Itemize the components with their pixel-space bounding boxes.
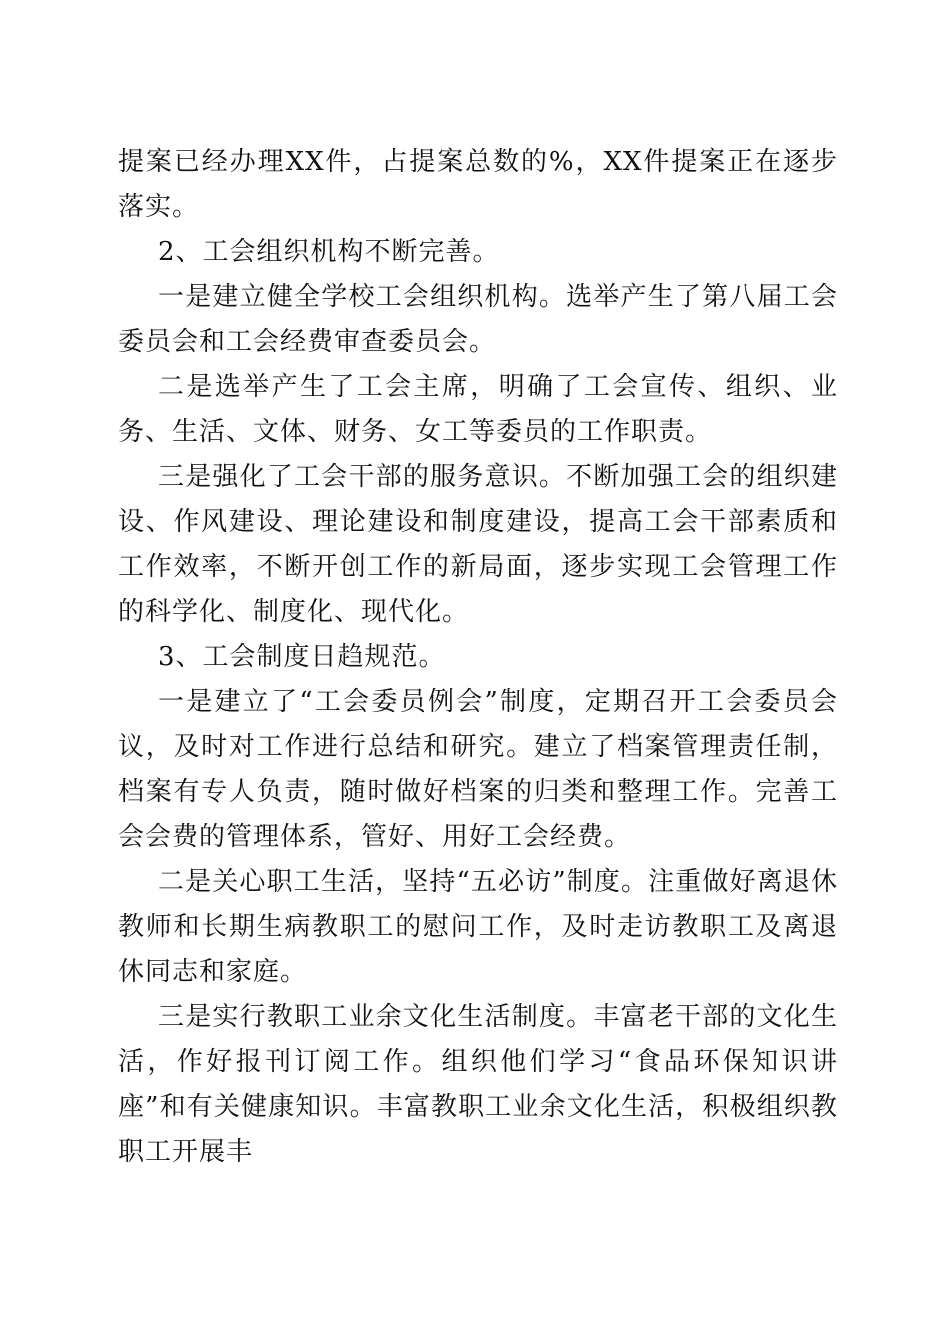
paragraph-cultural-life: 三是实行教职工业余文化生活制度。丰富老干部的文化生活，作好报刊订阅工作。组织他们学习“食品环保知识讲座”和有关健康知识。丰富教职工业余文化生活，积极组织教职工开展丰 [118, 1002, 838, 1167]
heading-union-system: 3、工会制度日趋规范。 [158, 642, 446, 672]
heading-union-organization: 2、工会组织机构不断完善。 [158, 237, 500, 267]
paragraph-committee-meetings: 一是建立了“工会委员例会”制度，定期召开工会委员会议，及时对工作进行总结和研究。建立了档案管理责任制，档案有专人负责，随时做好档案的归类和整理工作。完善工会会费的管理体系，管好、用好工会经费。 [118, 687, 838, 852]
paragraph-union-structure: 一是建立健全学校工会组织机构。选举产生了第八届工会委员会和工会经费审查委员会。 [118, 282, 838, 357]
document-body [118, 140, 838, 1175]
paragraph-service-awareness: 三是强化了工会干部的服务意识。不断加强工会的组织建设、作风建设、理论建设和制度建设，提高工会干部素质和工作效率，不断开创工作的新局面，逐步实现工会管理工作的科学化、制度化、现代化。 [118, 462, 838, 627]
paragraph-proposal-status: 提案已经办理XX件，占提案总数的%，XX件提案正在逐步落实。 [118, 147, 838, 222]
paragraph-union-chair: 二是选举产生了工会主席，明确了工会宣传、组织、业务、生活、文体、财务、女工等委员的工作职责。 [118, 372, 838, 447]
paragraph-staff-care: 二是关心职工生活，坚持“五必访”制度。注重做好离退休教师和长期生病教职工的慰问工作，及时走访教职工及离退休同志和家庭。 [118, 867, 838, 987]
